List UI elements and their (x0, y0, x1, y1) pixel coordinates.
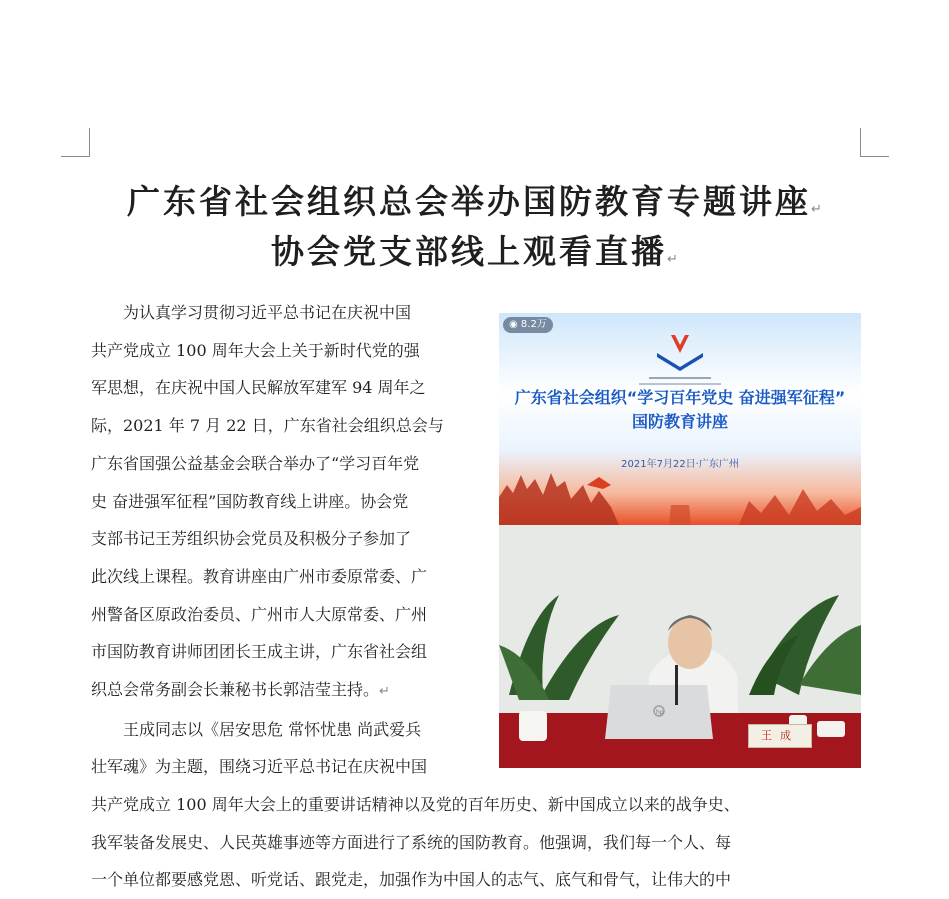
laptop-brand-label: hp (656, 709, 664, 716)
text-line: 共产党成立 100 周年大会上的重要讲话精神以及党的百年历史、新中国成立以来的战争史、 (91, 795, 740, 814)
body-left-column (91, 294, 486, 786)
paragraph-mark: ↵ (811, 202, 822, 217)
document-title-line-2: 协会党支部线上观看直播↵ (271, 232, 678, 271)
embedded-photo (499, 313, 861, 768)
text-line-last: 织总会常务副会长兼秘书长郭洁莹主持。↵ (91, 680, 390, 700)
text-line: 王成同志以《居安思危 常怀忧患 尚武爱兵 (123, 719, 422, 739)
paragraph-mark: ↵ (667, 252, 678, 267)
text-line: 史 奋进强军征程”国防教育线上讲座。协会党 (91, 491, 409, 511)
crowd-silhouette (499, 455, 861, 525)
view-count-badge: ◉ 8.2万 (503, 317, 553, 333)
text-line: 军思想，在庆祝中国人民解放军建军 94 周年之 (91, 378, 426, 398)
lecture-banner (499, 313, 861, 525)
text-line: 我军装备发展史、人民英雄事迹等方面进行了系统的国防教育。他强调，我们每一个人、每 (91, 832, 732, 852)
text-line: 此次线上课程。教育讲座由广州市委原常委、广 (91, 566, 428, 586)
text-line: 州警备区原政治委员、广州市人大原常委、广州 (91, 604, 428, 624)
speaker-nameplate: 王成 (748, 724, 812, 748)
paragraph-mark: ↵ (379, 684, 390, 700)
lecture-stage (499, 525, 861, 768)
banner-date: 2021年7月22日·广东广州 (621, 459, 739, 470)
text-line: 共产党成立 100 周年大会上关于新时代党的强 (91, 340, 420, 360)
document-title-line-1: 广东省社会组织总会举办国防教育专题讲座↵ (127, 182, 822, 221)
banner-title-line-1: 广东省社会组织“学习百年党史 奋进强军征程” (514, 388, 846, 407)
body-full-width (91, 786, 871, 899)
paragraph-2-start (91, 711, 486, 786)
text-line: 广东省国强公益基金会联合举办了“学习百年党 (91, 453, 420, 473)
crop-mark-top-left (61, 128, 90, 157)
text-line: 为认真学习贯彻习近平总书记在庆祝中国 (123, 303, 412, 322)
banner-title-line-2: 国防教育讲座 (631, 412, 728, 431)
text-line: 支部书记王芳组织协会党员及积极分子参加了 (91, 529, 412, 549)
crop-mark-top-right (860, 128, 889, 157)
text-line: 际，2021 年 7 月 22 日，广东省社会组织总会与 (91, 416, 444, 436)
text-line: 市国防教育讲师团团长王成主讲，广东省社会组 (91, 642, 428, 662)
eye-icon: ◉ (509, 319, 521, 330)
text-line: 壮军魂》为主题，围绕习近平总书记在庆祝中国 (91, 757, 428, 777)
text-line: 一个单位都要感党恩、听党话、跟党走，加强作为中国人的志气、底气和骨气，让伟大的中 (91, 870, 732, 890)
paragraph-1 (91, 294, 486, 711)
